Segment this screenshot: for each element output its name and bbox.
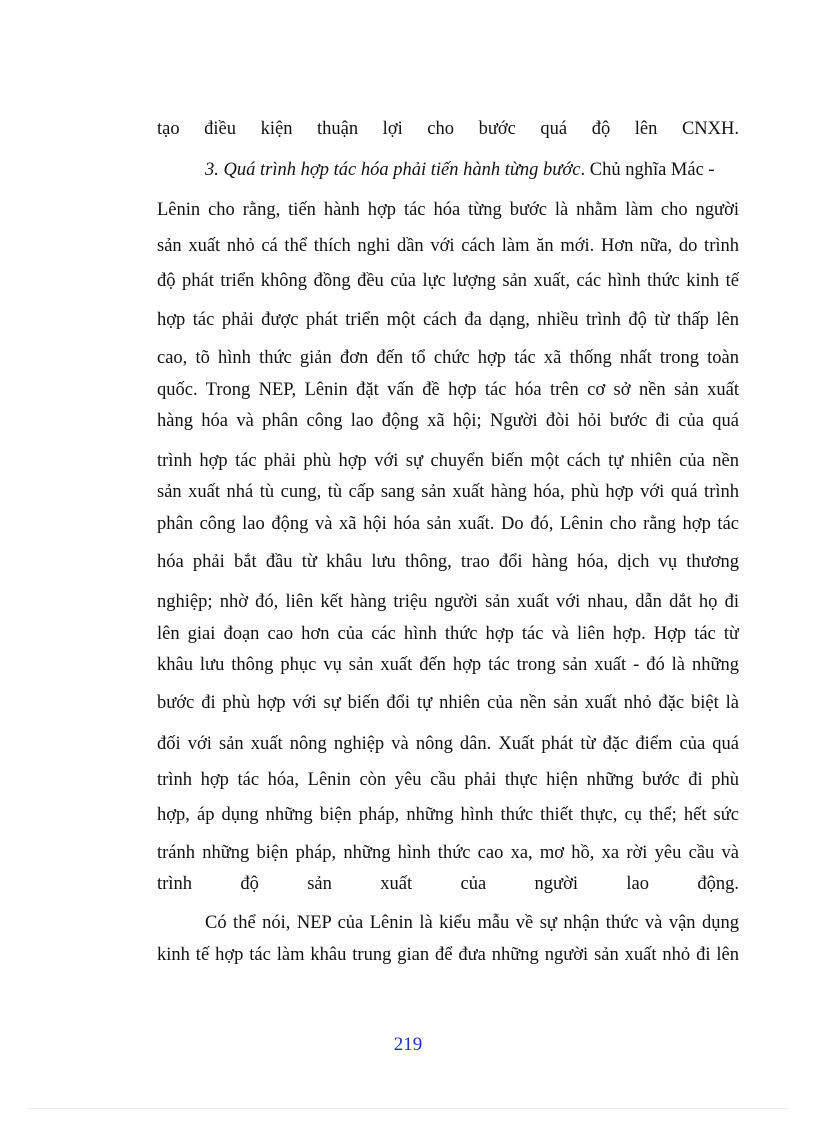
section-heading: 3. Quá trình hợp tác hóa phải tiến hành từng bước (205, 160, 581, 180)
text-line: lên giai đoạn cao hơn của các hình thức hợp tác và liên hợp. Hợp tác từ (157, 624, 739, 644)
text-line: khâu lưu thông phục vụ sản xuất đến hợp tác trong sản xuất - đó là những (157, 655, 739, 675)
text-line: sản xuất nhá tù cung, tù cấp sang sản xuất hàng hóa, phù hợp với quá trình (157, 482, 739, 502)
text-line: đối với sản xuất nông nghiệp và nông dân. Xuất phát từ đặc điểm của quá (157, 734, 739, 754)
text-line: phân công lao động và xã hội hóa sản xuất. Do đó, Lênin cho rằng hợp tác (157, 514, 739, 534)
text-line: trình hợp tác phải phù hợp với sự chuyển biến một cách tự nhiên của nền (157, 451, 739, 471)
section-heading-line (205, 158, 739, 182)
page-number: 219 (393, 1034, 423, 1055)
text-line: trình hợp tác hóa, Lênin còn yêu cầu phải thực hiện những bước đi phù (157, 770, 739, 790)
text-line: hợp tác phải được phát triển một cách đa dạng, nhiều trình độ từ thấp lên (157, 310, 739, 330)
text-line: quốc. Trong NEP, Lênin đặt vấn đề hợp tác hóa trên cơ sở nền sản xuất (157, 380, 739, 400)
text-line: hóa phải bắt đầu từ khâu lưu thông, trao đổi hàng hóa, dịch vụ thương (157, 552, 739, 572)
heading-continuation: . Chủ nghĩa Mác - (580, 160, 715, 180)
text-line: sản xuất nhỏ cá thể thích nghi dần với cách làm ăn mới. Hơn nữa, do trình (157, 236, 739, 256)
text-line: trình độ sản xuất của người lao động. (157, 874, 739, 894)
text-line: bước đi phù hợp với sự biến đổi tự nhiên của nền sản xuất nhỏ đặc biệt là (157, 693, 739, 713)
text-line: độ phát triển không đồng đều của lực lượng sản xuất, các hình thức kinh tế (157, 271, 739, 291)
page-bottom-divider (28, 1108, 788, 1109)
text-line: Lênin cho rằng, tiến hành hợp tác hóa từng bước là nhằm làm cho người (157, 200, 739, 220)
text-line: cao, tõ hình thức giản đơn đến tổ chức hợp tác xã thống nhất trong toàn (157, 348, 739, 368)
text-line: tránh những biện pháp, những hình thức cao xa, mơ hồ, xa rời yêu cầu và (157, 843, 739, 863)
paragraph-first-line: Có thể nói, NEP của Lênin là kiểu mẫu về sự nhận thức và vận dụng (205, 913, 739, 933)
text-line: nghiệp; nhờ đó, liên kết hàng triệu người sản xuất với nhau, dẫn dắt họ đi (157, 592, 739, 612)
text-line: tạo điều kiện thuận lợi cho bước quá độ lên CNXH. (157, 119, 739, 139)
text-line: kinh tế hợp tác làm khâu trung gian để đưa những người sản xuất nhỏ đi lên (157, 945, 739, 965)
text-line: hợp, áp dụng những biện pháp, những hình thức thiết thực, cụ thể; hết sức (157, 805, 739, 825)
text-line: hàng hóa và phân công lao động xã hội; Người đòi hỏi bước đi của quá (157, 411, 739, 431)
